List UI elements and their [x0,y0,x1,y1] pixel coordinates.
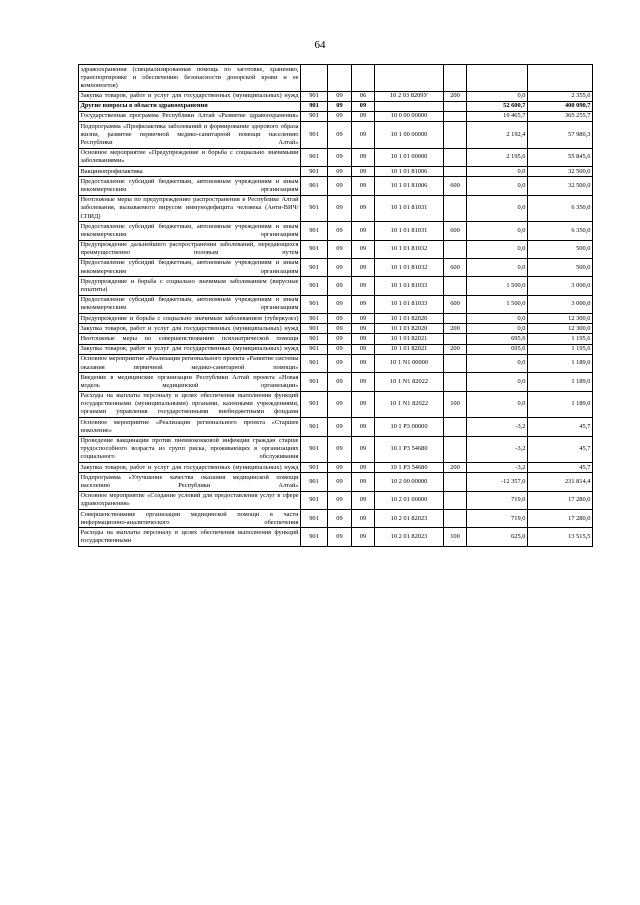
expense-name: Предупреждение и борьба с социально значимым заболеванием (туберкулез) [80,314,299,322]
expense-name-cell [79,167,301,177]
expense-name-cell [79,473,301,491]
table-row [79,354,593,372]
ministry-code-cell: 901 [301,334,328,344]
amount-change-cell: 2 195,6 [467,148,528,166]
amount-total-cell: 12 300,0 [528,314,593,324]
ministry-code-cell: 901 [301,510,328,528]
target-article-cell: 10 1 01 81006 [375,167,444,177]
expense-type-cell [444,195,467,222]
expense-name-cell [79,510,301,528]
expense-name-cell [79,334,301,344]
amount-total-cell: 1 189,0 [528,373,593,391]
target-article-cell: 10 2 01 82023 [375,510,444,528]
target-article-cell: 10 1 N1 82022 [375,373,444,391]
expense-name: Основное мероприятие «Предупреждение и борьба с социально значимыми заболеваниями» [80,149,299,165]
amount-change-cell: 2 192,4 [467,122,528,149]
expense-name: Предупреждение дальнейшего распространения заболеваний, передающихся преимущественно половым путем [80,241,299,257]
table-row [79,436,593,463]
expense-name: Другие вопросы в области здравоохранения [80,102,208,110]
expense-name-cell [79,354,301,372]
table-row [79,277,593,295]
table-row [79,222,593,240]
expense-type-cell [444,277,467,295]
subsection-code-cell: 09 [352,148,375,166]
subsection-code-cell: 09 [352,122,375,149]
expense-name: Закупка товаров, работ и услуг для государственных (муниципальных) нужд [80,92,299,100]
expense-name: Совершенствование организации медицинской помощи в части информационно-аналитического обеспечения [80,510,299,526]
subsection-code-cell: 09 [352,240,375,258]
ministry-code-cell: 901 [301,91,328,101]
ministry-code-cell: 901 [301,528,328,546]
expense-name-cell [79,491,301,509]
subsection-code-cell: 09 [352,324,375,334]
section-code-cell: 09 [328,101,352,111]
expense-name: Предоставление субсидий бюджетным, автономным учреждениям и иным некоммерческим организациям [80,222,299,238]
amount-total-cell: 500,0 [528,258,593,276]
amount-total-cell: 32 500,0 [528,177,593,195]
table-row [79,65,593,92]
subsection-code-cell: 09 [352,418,375,436]
subsection-code-cell: 09 [352,295,375,313]
table-row [79,473,593,491]
expense-name: Предупреждение и борьба с социально значимым заболеванием (вирусные гепатиты) [80,277,299,293]
expense-name: Закупка товаров, работ и услуг для государственных (муниципальных) нужд [80,463,299,471]
amount-total-cell: 3 000,0 [528,277,593,295]
amount-total-cell: 6 350,0 [528,222,593,240]
section-code-cell: 09 [328,473,352,491]
amount-change-cell: 625,0 [467,528,528,546]
subsection-code-cell: 09 [352,391,375,418]
expense-type-cell [444,148,467,166]
amount-total-cell: 1 189,0 [528,354,593,372]
expense-type-cell [444,314,467,324]
target-article-cell [375,65,444,92]
section-code-cell: 09 [328,277,352,295]
subsection-code-cell: 09 [352,101,375,111]
expense-name: Государственная программа Республики Алтай «Развитие здравоохранения» [80,112,299,120]
expense-name: Подпрограмма «Улучшение качества оказания медицинской помощи населению Республики Алтай» [80,473,299,489]
subsection-code-cell: 06 [352,91,375,101]
section-code-cell: 09 [328,148,352,166]
expense-name-cell [79,101,301,111]
expense-type-cell: 600 [444,222,467,240]
target-article-cell: 10 2 01 00000 [375,491,444,509]
expense-name-cell [79,436,301,463]
amount-total-cell: 45,7 [528,463,593,473]
section-code-cell [328,65,352,92]
expense-type-cell: 100 [444,391,467,418]
ministry-code-cell: 901 [301,324,328,334]
section-code-cell: 09 [328,344,352,354]
subsection-code-cell: 09 [352,344,375,354]
ministry-code-cell: 901 [301,240,328,258]
target-article-cell: 10 1 P3 54680 [375,463,444,473]
table-row [79,510,593,528]
section-code-cell: 09 [328,418,352,436]
target-article-cell: 10 1 01 81032 [375,240,444,258]
table-row [79,463,593,473]
target-article-cell: 10 1 01 00000 [375,148,444,166]
section-code-cell: 09 [328,373,352,391]
ministry-code-cell: 901 [301,391,328,418]
ministry-code-cell: 901 [301,111,328,121]
expense-type-cell [444,373,467,391]
expense-name-cell [79,295,301,313]
expense-name: Закупка товаров, работ и услуг для государственных (муниципальных) нужд [80,324,299,332]
section-code-cell: 09 [328,195,352,222]
amount-change-cell: 0,0 [467,195,528,222]
table-row [79,177,593,195]
amount-change-cell: 719,0 [467,491,528,509]
expense-name-cell [79,463,301,473]
expense-name: Основное мероприятие «Реализация регионального проекта «Старшее поколение» [80,418,299,434]
amount-total-cell [528,65,593,92]
amount-change-cell: 1 500,0 [467,277,528,295]
target-article-cell: 10 1 01 82021 [375,344,444,354]
subsection-code-cell: 09 [352,354,375,372]
target-article-cell: 10 1 00 00000 [375,122,444,149]
amount-total-cell: 365 255,7 [528,111,593,121]
section-code-cell: 09 [328,436,352,463]
subsection-code-cell: 09 [352,334,375,344]
amount-change-cell: 1 500,0 [467,295,528,313]
expense-type-cell [444,436,467,463]
amount-total-cell: 1 195,6 [528,334,593,344]
subsection-code-cell: 09 [352,177,375,195]
amount-change-cell: 0,0 [467,373,528,391]
amount-change-cell: 0,0 [467,240,528,258]
target-article-cell: 10 1 01 81032 [375,258,444,276]
expense-type-cell: 200 [444,463,467,473]
amount-change-cell: 19 465,7 [467,111,528,121]
table-row [79,122,593,149]
ministry-code-cell: 901 [301,258,328,276]
subsection-code-cell: 09 [352,510,375,528]
ministry-code-cell: 901 [301,295,328,313]
expense-name: Неотложные меры по предупреждению распространения в Республике Алтай заболевания, вызываемого вирусом иммунодефицита человека (Анти-ВИЧ/СПИД) [80,196,299,220]
ministry-code-cell: 901 [301,314,328,324]
table-row [79,334,593,344]
expense-name-cell [79,391,301,418]
amount-total-cell: 6 350,0 [528,195,593,222]
ministry-code-cell: 901 [301,436,328,463]
subsection-code-cell: 09 [352,491,375,509]
amount-total-cell: 45,7 [528,436,593,463]
expense-name-cell [79,195,301,222]
amount-change-cell: 52 600,7 [467,101,528,111]
ministry-code-cell: 901 [301,418,328,436]
table-row [79,418,593,436]
target-article-cell: 10 1 01 82020 [375,314,444,324]
table-row [79,295,593,313]
expense-type-cell [444,240,467,258]
target-article-cell: 10 1 P3 54680 [375,436,444,463]
ministry-code-cell: 901 [301,373,328,391]
table-row [79,344,593,354]
amount-total-cell: 500,0 [528,240,593,258]
subsection-code-cell: 09 [352,195,375,222]
target-article-cell: 10 1 01 81033 [375,277,444,295]
section-code-cell: 09 [328,222,352,240]
expense-name-cell [79,373,301,391]
subsection-code-cell: 09 [352,463,375,473]
target-article-cell: 10 2 00 00000 [375,473,444,491]
expense-type-cell: 600 [444,295,467,313]
expense-type-cell [444,334,467,344]
table-row [79,111,593,121]
ministry-code-cell: 901 [301,491,328,509]
target-article-cell: 10 1 01 81031 [375,222,444,240]
section-code-cell: 09 [328,324,352,334]
expense-name-cell [79,177,301,195]
ministry-code-cell: 901 [301,195,328,222]
target-article-cell: 10 1 01 81031 [375,195,444,222]
expense-name-cell [79,240,301,258]
ministry-code-cell [301,65,328,92]
amount-change-cell [467,65,528,92]
section-code-cell: 09 [328,111,352,121]
amount-change-cell: 719,0 [467,510,528,528]
expense-type-cell [444,65,467,92]
ministry-code-cell: 901 [301,473,328,491]
amount-total-cell: 17 280,0 [528,491,593,509]
ministry-code-cell: 901 [301,222,328,240]
expense-type-cell: 200 [444,91,467,101]
amount-change-cell: 0,0 [467,177,528,195]
amount-change-cell: 0,0 [467,391,528,418]
subsection-code-cell: 09 [352,528,375,546]
amount-change-cell: -3,2 [467,418,528,436]
expense-type-cell: 100 [444,528,467,546]
table-row [79,167,593,177]
amount-total-cell: 57 980,3 [528,122,593,149]
expense-type-cell: 200 [444,344,467,354]
amount-total-cell: 3 000,0 [528,295,593,313]
expense-name-cell [79,324,301,334]
expense-name: Основное мероприятие «Создание условий для предоставления услуг в сфере здравоохранения» [80,492,299,508]
amount-total-cell: 55 845,6 [528,148,593,166]
expense-type-cell [444,167,467,177]
expense-type-cell [444,510,467,528]
table-row [79,240,593,258]
amount-change-cell: 0,0 [467,324,528,334]
expense-type-cell [444,473,467,491]
expense-type-cell [444,122,467,149]
amount-change-cell: -3,2 [467,463,528,473]
amount-change-cell: 0,0 [467,222,528,240]
amount-total-cell: 231 814,4 [528,473,593,491]
expense-name: Предоставление субсидий бюджетным, автономным учреждениям и иным некоммерческим организациям [80,177,299,193]
section-code-cell: 09 [328,491,352,509]
page-number: 64 [314,39,326,51]
expense-name-cell [79,277,301,295]
expense-type-cell [444,354,467,372]
table-row [79,373,593,391]
expense-name: Закупка товаров, работ и услуг для государственных (муниципальных) нужд [80,345,299,353]
amount-change-cell: 695,6 [467,344,528,354]
target-article-cell: 10 2 03 8209У [375,91,444,101]
table-row [79,491,593,509]
subsection-code-cell: 09 [352,373,375,391]
expense-name-cell [79,65,301,92]
amount-total-cell: 12 300,0 [528,324,593,334]
amount-change-cell: 0,0 [467,258,528,276]
budget-table-body [79,65,593,547]
section-code-cell: 09 [328,258,352,276]
table-row [79,391,593,418]
amount-change-cell: 0,0 [467,354,528,372]
ministry-code-cell: 901 [301,148,328,166]
ministry-code-cell: 901 [301,354,328,372]
expense-name: Введение в медицинские организации Республики Алтай проекта «Новая модель медицинской организации» [80,373,299,389]
ministry-code-cell: 901 [301,122,328,149]
expense-type-cell: 600 [444,258,467,276]
section-code-cell: 09 [328,295,352,313]
amount-total-cell: 32 500,0 [528,167,593,177]
expense-name-cell [79,418,301,436]
subsection-code-cell: 09 [352,277,375,295]
ministry-code-cell: 901 [301,167,328,177]
target-article-cell: 10 1 01 81033 [375,295,444,313]
section-code-cell: 09 [328,528,352,546]
subsection-code-cell: 09 [352,436,375,463]
expense-name-cell [79,111,301,121]
section-code-cell: 09 [328,334,352,344]
subsection-code-cell: 09 [352,222,375,240]
section-code-cell: 09 [328,91,352,101]
target-article-cell: 10 1 01 82021 [375,334,444,344]
section-code-cell: 09 [328,314,352,324]
expense-name-cell [79,314,301,324]
amount-total-cell: 2 355,0 [528,91,593,101]
ministry-code-cell: 901 [301,344,328,354]
subsection-code-cell: 09 [352,111,375,121]
expense-name: Предоставление субсидий бюджетным, автономным учреждениям и иным некоммерческим организациям [80,296,299,312]
expense-type-cell [444,111,467,121]
target-article-cell: 10 1 01 82020 [375,324,444,334]
ministry-code-cell: 901 [301,277,328,295]
amount-total-cell: 13 515,5 [528,528,593,546]
expense-name: Расходы на выплаты персоналу в целях обеспечения выполнения функций государственными (муниципальными) органами, казенными учреждениями, органами управления государственными внебюджетными фондами [80,392,299,416]
expense-type-cell: 200 [444,324,467,334]
expense-name-cell [79,222,301,240]
amount-change-cell: 0,0 [467,167,528,177]
section-code-cell: 09 [328,354,352,372]
section-code-cell: 09 [328,510,352,528]
expense-type-cell: 600 [444,177,467,195]
table-row [79,101,593,111]
expense-name-cell [79,122,301,149]
expense-name-cell [79,258,301,276]
budget-table [78,64,593,547]
expense-name-cell [79,148,301,166]
amount-total-cell: 400 090,7 [528,101,593,111]
expense-name: Расходы на выплаты персоналу в целях обеспечения выполнения функций государственными [80,528,299,545]
expense-name: Основное мероприятие «Реализация регионального проекта «Развитие системы оказания первичной медико-санитарной помощи» [80,355,299,371]
expense-type-cell [444,101,467,111]
target-article-cell: 10 2 01 82023 [375,528,444,546]
expense-name: Подпрограмма «Профилактика заболеваний и формирование здорового образа жизни, развитие первичной медико-санитарной помощи населению Республики Алтай» [80,122,299,146]
target-article-cell: 10 1 N1 82022 [375,391,444,418]
subsection-code-cell: 09 [352,314,375,324]
ministry-code-cell: 901 [301,463,328,473]
expense-type-cell [444,418,467,436]
subsection-code-cell: 09 [352,167,375,177]
table-row [79,195,593,222]
amount-change-cell: -3,2 [467,436,528,463]
expense-name-cell [79,91,301,101]
target-article-cell: 10 0 00 00000 [375,111,444,121]
expense-type-cell [444,491,467,509]
expense-name: Вакцинопрофилактика [80,167,143,175]
section-code-cell: 09 [328,240,352,258]
target-article-cell: 10 1 01 81006 [375,177,444,195]
target-article-cell: 10 1 P3 00000 [375,418,444,436]
table-row [79,324,593,334]
amount-change-cell: -12 357,0 [467,473,528,491]
table-row [79,258,593,276]
amount-change-cell: 0,0 [467,314,528,324]
amount-total-cell: 17 280,0 [528,510,593,528]
amount-total-cell: 1 195,6 [528,344,593,354]
section-code-cell: 09 [328,177,352,195]
section-code-cell: 09 [328,463,352,473]
expense-name-cell [79,344,301,354]
subsection-code-cell: 09 [352,473,375,491]
amount-change-cell: 695,6 [467,334,528,344]
subsection-code-cell: 09 [352,258,375,276]
ministry-code-cell: 901 [301,177,328,195]
subsection-code-cell [352,65,375,92]
table-row [79,314,593,324]
target-article-cell: 10 1 N1 00000 [375,354,444,372]
expense-name: Проведение вакцинации против пневмококковой инфекции граждан старше трудоспособного возраста из групп риска, проживающих в организациях социального обслуживания [80,437,299,461]
amount-total-cell: 1 189,0 [528,391,593,418]
section-code-cell: 09 [328,167,352,177]
expense-name: здравоохранения (специализированная помощь по заготовке, хранению, транспортировке и обеспечению безопасности донорской крови и ее компонентов) [80,65,299,89]
table-row [79,148,593,166]
section-code-cell: 09 [328,122,352,149]
expense-name: Неотложные меры по совершенствованию психиатрической помощи [80,334,299,342]
expense-name: Предоставление субсидий бюджетным, автономным учреждениям и иным некоммерческим организациям [80,259,299,275]
expense-name-cell [79,528,301,546]
table-row [79,528,593,546]
amount-total-cell: 45,7 [528,418,593,436]
amount-change-cell: 0,0 [467,91,528,101]
ministry-code-cell: 901 [301,101,328,111]
section-code-cell: 09 [328,391,352,418]
target-article-cell [375,101,444,111]
table-row [79,91,593,101]
